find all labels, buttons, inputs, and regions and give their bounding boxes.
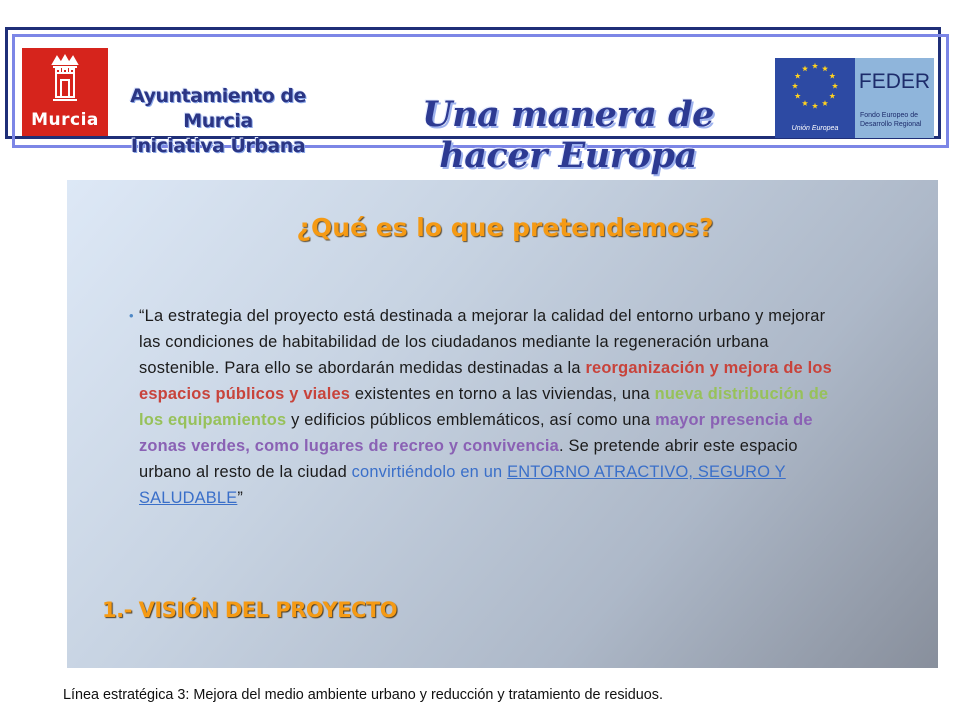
- eu-star-icon: [795, 73, 801, 79]
- eu-flag-logo: [775, 58, 855, 138]
- highlight-green-zones: mayor presencia de zonas verdes, como lugares de recreo y convivencia: [139, 411, 813, 455]
- crown-castle-icon: [47, 54, 83, 106]
- paragraph-text: ”: [237, 489, 244, 507]
- eu-star-icon: [822, 65, 828, 71]
- paragraph-text: existentes en torno a las viviendas, una: [350, 385, 655, 403]
- bullet-icon: •: [129, 308, 134, 323]
- strategy-paragraph: [129, 303, 851, 511]
- eu-star-icon: [795, 93, 801, 99]
- highlight-equipment: nueva distribución de los equipamientos: [139, 385, 829, 429]
- organization-line1: Ayuntamiento de Murcia: [130, 85, 306, 132]
- organization-name: [112, 84, 324, 159]
- eu-label: Unión Europea: [791, 125, 839, 132]
- eu-star-icon: [792, 83, 798, 89]
- eu-star-icon: [812, 63, 818, 69]
- slide-title: ¿Qué es lo que pretendemos?: [296, 213, 714, 242]
- link-attractive-environment[interactable]: ENTORNO ATRACTIVO, SEGURO Y SALUDABLE: [139, 463, 786, 507]
- eu-star-icon: [812, 103, 818, 109]
- highlight-converting: convirtiéndolo en un: [351, 463, 508, 481]
- paragraph-text: “La estrategia del proyecto está destinada a mejorar la calidad del entorno urbano y mejorar las condiciones de habitabilidad de los ciudadanos mediante la regeneración urbana sostenible. Para ello se abordarán medidas destinadas a la: [139, 307, 826, 377]
- paragraph-text: y edificios públicos emblemáticos, así como una: [286, 411, 656, 429]
- eu-star-icon: [829, 73, 835, 79]
- footer-text: Línea estratégica 3: Mejora del medio ambiente urbano y reducción y tratamiento de residuos.: [63, 687, 663, 703]
- eu-star-icon: [802, 65, 808, 71]
- section-title: 1.- VISIÓN DEL PROYECTO: [102, 598, 398, 622]
- murcia-logo: [22, 48, 108, 136]
- feder-logo: [855, 58, 934, 138]
- eu-star-icon: [822, 100, 828, 106]
- feder-subtitle: Fondo Europeo de Desarrollo Regional: [860, 112, 922, 128]
- eu-star-icon: [802, 100, 808, 106]
- organization-line2: Iniciativa Urbana: [130, 135, 306, 157]
- paragraph-text: . Se pretende abrir este espacio urbano al resto de la ciudad: [139, 437, 798, 481]
- eu-star-icon: [832, 83, 838, 89]
- motto: Una manera de hacer Europa: [422, 94, 714, 176]
- eu-stars-icon: [775, 58, 855, 122]
- feder-title: FEDER: [858, 70, 931, 93]
- murcia-logo-text: Murcia: [31, 110, 99, 130]
- highlight-public-spaces: reorganización y mejora de los espacios públicos y viales: [139, 359, 832, 403]
- eu-star-icon: [829, 93, 835, 99]
